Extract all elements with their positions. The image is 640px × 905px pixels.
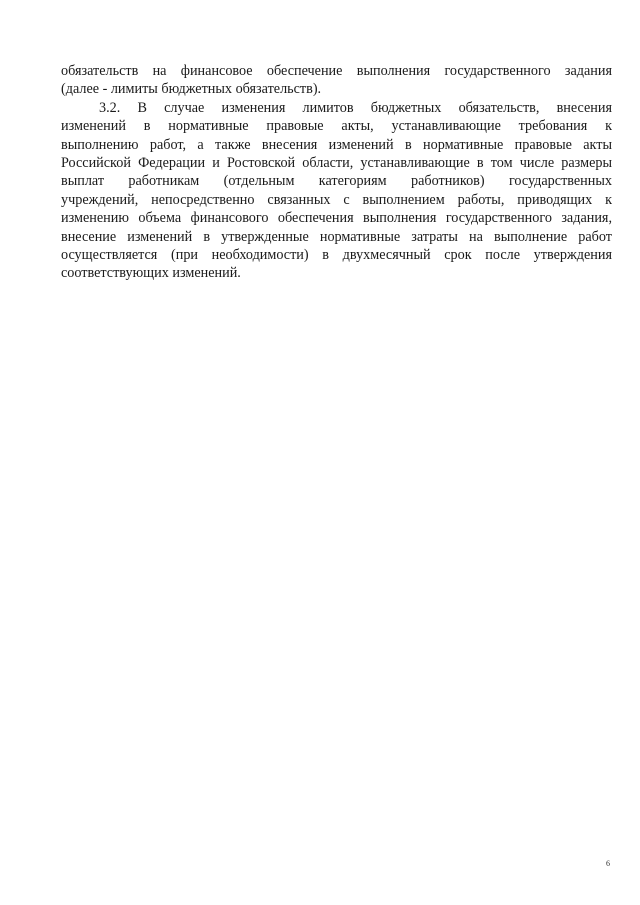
text-line: обязательств на финансовое обеспечение выполнения государственного задания — [61, 63, 612, 79]
text-line: выплат работникам (отдельным категориям работников) государственных — [61, 173, 612, 190]
text-line: учреждений, непосредственно связанных с выполнением работы, приводящих к — [61, 191, 612, 208]
text-line: соответствующих изменений. — [61, 265, 241, 282]
document-body — [61, 62, 612, 283]
text-line: (далее - лимиты бюджетных обязательств). — [61, 81, 322, 98]
text-line: изменений в нормативные правовые акты, устанавливающие требования к — [61, 118, 612, 135]
text-line: осуществляется (при необходимости) в двухмесячный срок после утверждения — [61, 246, 612, 263]
text-line: Российской Федерации и Ростовской области, устанавливающие в том числе размеры — [61, 154, 612, 171]
text-line: выполнению работ, а также внесения изменений в нормативные правовые акты — [61, 136, 612, 153]
paragraph-3-2-first-line: 3.2. В случае изменения лимитов бюджетных обязательств, внесения — [99, 99, 612, 116]
page-number: 6 — [606, 859, 610, 868]
text-line: внесение изменений в утвержденные нормативные затраты на выполнение работ — [61, 228, 612, 245]
text-line: изменению объема финансового обеспечения выполнения государственного задания, — [61, 210, 612, 227]
